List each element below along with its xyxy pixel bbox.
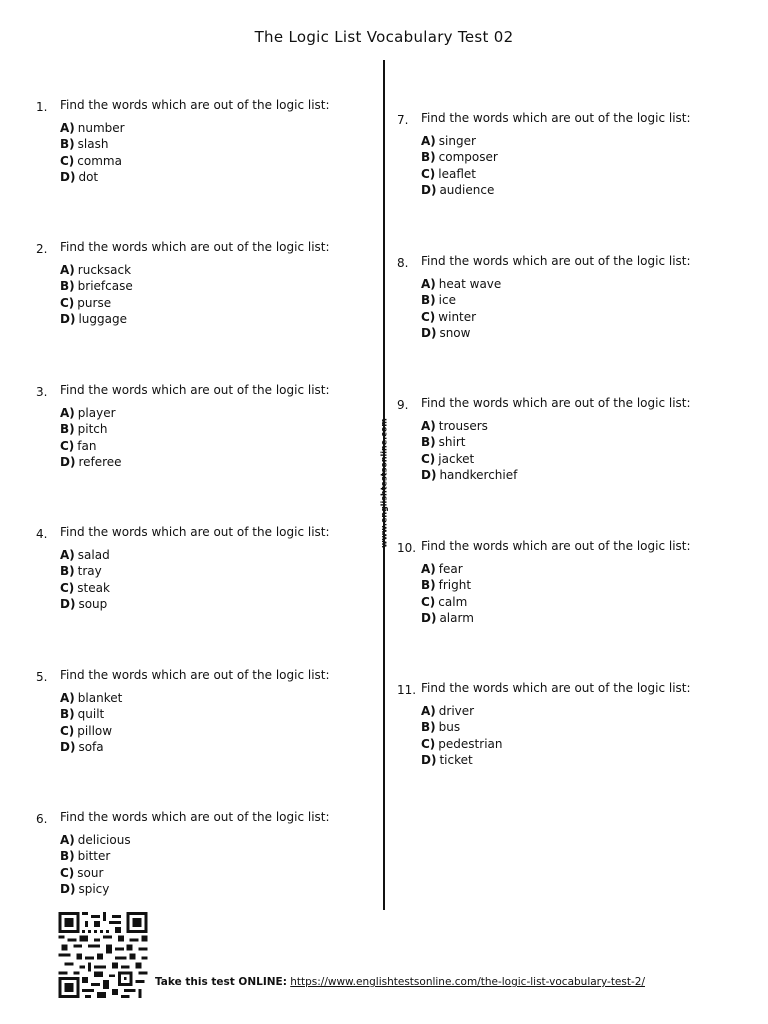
- option-letter: B): [421, 150, 436, 165]
- option-a[interactable]: [421, 561, 691, 577]
- question-9: [397, 396, 691, 484]
- option-letter: B): [60, 707, 75, 722]
- option-text: tray: [77, 564, 102, 579]
- option-b[interactable]: [421, 149, 691, 165]
- option-text: trousers: [438, 419, 488, 433]
- question-5: [36, 668, 330, 756]
- option-text: blanket: [77, 691, 123, 705]
- option-letter: C): [421, 309, 436, 324]
- option-letter: B): [60, 422, 75, 437]
- footer-label: Take this test ONLINE:: [155, 976, 287, 988]
- option-b[interactable]: [60, 706, 330, 722]
- option-c[interactable]: [421, 309, 691, 325]
- option-b[interactable]: [421, 434, 691, 450]
- option-letter: C): [60, 153, 75, 168]
- option-d[interactable]: [421, 467, 691, 483]
- option-b[interactable]: [60, 278, 330, 294]
- question-prompt: Find the words which are out of the logic list:: [60, 240, 330, 254]
- option-text: shirt: [438, 435, 466, 450]
- question-number: 8.: [397, 256, 409, 270]
- option-text: number: [77, 121, 125, 135]
- option-c[interactable]: [421, 451, 691, 467]
- question-number: 7.: [397, 113, 409, 127]
- option-letter: D): [60, 882, 76, 897]
- option-text: winter: [438, 309, 477, 324]
- option-letter: B): [60, 279, 75, 294]
- option-letter: D): [421, 753, 437, 768]
- option-text: driver: [438, 704, 475, 718]
- option-text: luggage: [78, 312, 127, 327]
- option-letter: A): [421, 277, 436, 291]
- qr-code-icon[interactable]: [58, 912, 148, 998]
- option-d[interactable]: [421, 182, 691, 198]
- question-number: 1.: [36, 100, 48, 114]
- option-d[interactable]: [60, 739, 330, 755]
- option-text: fan: [77, 438, 97, 453]
- option-letter: D): [421, 468, 437, 483]
- option-letter: C): [60, 580, 75, 595]
- option-d[interactable]: [421, 325, 691, 341]
- option-letter: B): [60, 137, 75, 152]
- option-text: rucksack: [77, 263, 132, 277]
- side-url-text: www.englishtestsonline.com: [379, 418, 389, 548]
- option-text: delicious: [77, 833, 131, 847]
- option-d[interactable]: [60, 596, 330, 612]
- option-text: composer: [438, 150, 498, 165]
- option-text: calm: [438, 594, 468, 609]
- question-prompt: Find the words which are out of the logic list:: [60, 98, 330, 112]
- option-letter: A): [60, 691, 75, 705]
- question-number: 11.: [397, 683, 417, 697]
- option-text: heat wave: [438, 277, 502, 291]
- option-letter: B): [421, 720, 436, 735]
- option-letter: B): [60, 849, 75, 864]
- option-letter: C): [421, 594, 436, 609]
- option-text: comma: [77, 153, 122, 168]
- option-b[interactable]: [60, 563, 330, 579]
- option-letter: B): [421, 435, 436, 450]
- option-letter: A): [421, 562, 436, 576]
- option-b[interactable]: [60, 421, 330, 437]
- question-number: 3.: [36, 385, 48, 399]
- option-a[interactable]: [421, 418, 691, 434]
- option-c[interactable]: [421, 166, 691, 182]
- option-a[interactable]: [60, 262, 330, 278]
- option-text: leaflet: [438, 166, 477, 181]
- option-text: sofa: [78, 740, 104, 755]
- option-text: spicy: [78, 882, 110, 897]
- option-letter: A): [60, 121, 75, 135]
- option-c[interactable]: [60, 865, 330, 881]
- option-letter: C): [60, 723, 75, 738]
- option-text: snow: [439, 326, 471, 341]
- option-letter: D): [421, 183, 437, 198]
- option-text: audience: [439, 183, 495, 198]
- option-d[interactable]: [60, 881, 330, 897]
- option-text: player: [77, 406, 116, 420]
- option-text: alarm: [439, 611, 474, 626]
- option-a[interactable]: [60, 120, 330, 136]
- question-11: [397, 681, 691, 769]
- option-text: pillow: [77, 723, 113, 738]
- option-a[interactable]: [421, 133, 691, 149]
- footer: [155, 976, 645, 988]
- question-2: [36, 240, 330, 328]
- option-letter: C): [421, 736, 436, 751]
- option-a[interactable]: [60, 832, 330, 848]
- option-text: bitter: [77, 849, 111, 864]
- option-b[interactable]: [421, 292, 691, 308]
- question-number: 9.: [397, 398, 409, 412]
- option-text: ticket: [439, 753, 473, 768]
- option-text: slash: [77, 137, 109, 152]
- option-text: jacket: [438, 451, 475, 466]
- option-b[interactable]: [60, 848, 330, 864]
- option-text: soup: [78, 597, 108, 612]
- option-a[interactable]: [421, 276, 691, 292]
- option-d[interactable]: [60, 454, 330, 470]
- question-number: 4.: [36, 527, 48, 541]
- option-letter: C): [60, 295, 75, 310]
- question-number: 2.: [36, 242, 48, 256]
- option-text: steak: [77, 580, 110, 595]
- option-text: pitch: [77, 422, 108, 437]
- option-letter: C): [60, 438, 75, 453]
- option-text: ice: [438, 293, 456, 308]
- option-text: quilt: [77, 707, 105, 722]
- question-prompt: Find the words which are out of the logic list:: [60, 383, 330, 397]
- option-letter: A): [421, 419, 436, 433]
- option-a[interactable]: [60, 690, 330, 706]
- option-letter: A): [60, 833, 75, 847]
- option-letter: B): [421, 578, 436, 593]
- question-prompt: Find the words which are out of the logic list:: [421, 539, 691, 553]
- question-8: [397, 254, 691, 342]
- option-text: fear: [438, 562, 463, 576]
- option-b[interactable]: [421, 719, 691, 735]
- option-text: fright: [438, 578, 472, 593]
- option-text: purse: [77, 295, 112, 310]
- option-letter: D): [60, 455, 76, 470]
- option-c[interactable]: [60, 295, 330, 311]
- option-letter: D): [60, 170, 76, 185]
- question-number: 6.: [36, 812, 48, 826]
- option-text: briefcase: [77, 279, 133, 294]
- option-d[interactable]: [421, 610, 691, 626]
- option-text: handkerchief: [439, 468, 518, 483]
- option-text: sour: [77, 865, 104, 880]
- option-c[interactable]: [60, 153, 330, 169]
- option-text: pedestrian: [438, 736, 503, 751]
- option-letter: C): [421, 451, 436, 466]
- question-prompt: Find the words which are out of the logic list:: [60, 525, 330, 539]
- option-d[interactable]: [60, 311, 330, 327]
- question-prompt: Find the words which are out of the logic list:: [60, 668, 330, 682]
- option-text: dot: [78, 170, 99, 185]
- option-letter: A): [421, 134, 436, 148]
- option-d[interactable]: [60, 169, 330, 185]
- option-d[interactable]: [421, 752, 691, 768]
- option-b[interactable]: [60, 136, 330, 152]
- option-c[interactable]: [60, 723, 330, 739]
- question-6: [36, 810, 330, 898]
- option-text: referee: [78, 455, 122, 470]
- option-letter: A): [60, 548, 75, 562]
- question-prompt: Find the words which are out of the logic list:: [421, 111, 691, 125]
- question-1: [36, 98, 330, 186]
- option-letter: D): [421, 326, 437, 341]
- question-number: 5.: [36, 670, 48, 684]
- option-letter: C): [60, 865, 75, 880]
- question-4: [36, 525, 330, 613]
- option-letter: A): [60, 406, 75, 420]
- option-text: singer: [438, 134, 476, 148]
- option-letter: A): [421, 704, 436, 718]
- option-a[interactable]: [421, 703, 691, 719]
- option-letter: D): [421, 611, 437, 626]
- question-prompt: Find the words which are out of the logic list:: [421, 396, 691, 410]
- option-a[interactable]: [60, 547, 330, 563]
- option-c[interactable]: [60, 438, 330, 454]
- option-letter: B): [60, 564, 75, 579]
- question-prompt: Find the words which are out of the logic list:: [60, 810, 330, 824]
- question-number: 10.: [397, 541, 417, 555]
- question-prompt: Find the words which are out of the logic list:: [421, 254, 691, 268]
- option-text: bus: [438, 720, 461, 735]
- option-letter: C): [421, 166, 436, 181]
- option-c[interactable]: [421, 594, 691, 610]
- option-text: salad: [77, 548, 110, 562]
- page-title: The Logic List Vocabulary Test 02: [254, 28, 514, 46]
- test-online-link[interactable]: https://www.englishtestsonline.com/the-logic-list-vocabulary-test-2/: [290, 976, 645, 988]
- option-letter: D): [60, 740, 76, 755]
- question-10: [397, 539, 691, 627]
- question-7: [397, 111, 691, 199]
- option-letter: D): [60, 312, 76, 327]
- question-3: [36, 383, 330, 471]
- option-letter: A): [60, 263, 75, 277]
- option-c[interactable]: [421, 736, 691, 752]
- option-c[interactable]: [60, 580, 330, 596]
- option-letter: D): [60, 597, 76, 612]
- question-prompt: Find the words which are out of the logic list:: [421, 681, 691, 695]
- option-letter: B): [421, 293, 436, 308]
- option-a[interactable]: [60, 405, 330, 421]
- option-b[interactable]: [421, 577, 691, 593]
